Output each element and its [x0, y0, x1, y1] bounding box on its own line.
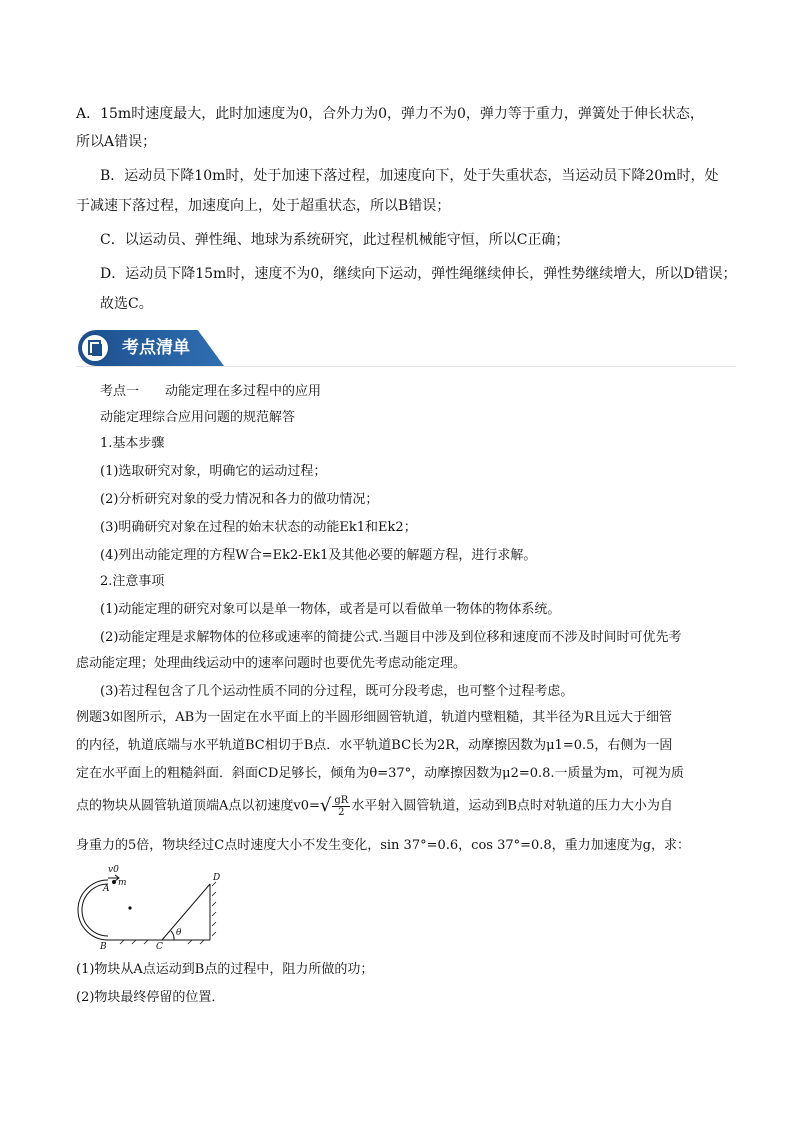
note-3: (3)若过程包含了几个运动性质不同的分过程，既可分段考虑，也可整个过程考虑。	[100, 684, 574, 699]
label-theta: θ	[176, 928, 182, 938]
note-1: (1)动能定理的研究对象可以是单一物体，或者是可以看做单一物体的物体系统。	[100, 602, 561, 617]
topic-heading: 考点一 动能定理在多过程中的应用	[100, 384, 322, 399]
option-b-line-2: 于减速下落过程，加速度向上，处于超重状态，所以B错误；	[76, 198, 451, 214]
sqrt-symbol: √	[319, 795, 332, 816]
label-d: D	[213, 873, 221, 883]
example-line-2: 的内径，轨道底端与水平轨道BC相切于B点．水平轨道BC长为2R，动摩擦因数为μ1=0.5，右侧为一固	[76, 738, 673, 753]
step-1: (1)选取研究对象，明确它的运动过程；	[100, 464, 327, 479]
example-line-4	[76, 790, 734, 823]
theta-arc	[171, 931, 174, 940]
label-m: m	[118, 878, 127, 888]
example-line-3: 定在水平面上的粗糙斜面．斜面CD足够长，倾角为θ=37°，动摩擦因数为μ2=0.8.一质量为m，可视为质	[76, 766, 684, 781]
topic-subheading: 动能定理综合应用问题的规范解答	[100, 410, 296, 425]
section-divider	[76, 366, 736, 367]
step-4: (4)列出动能定理的方程W合=Ek2-Ek1及其他必要的解题方程，进行求解。	[100, 548, 537, 563]
initial-velocity-fraction	[332, 795, 350, 818]
note-2-line-2: 虑动能定理；处理曲线运动中的速率问题时也要优先考虑动能定理。	[76, 656, 467, 671]
hatching	[120, 882, 216, 944]
conclusion: 故选C。	[100, 296, 153, 312]
option-b-line-1: B．运动员下降10m时，处于加速下落过程，加速度向下，处于失重状态，当运动员下降20m时，处	[100, 168, 719, 184]
question-1: (1)物块从A点运动到B点的过程中，阻力所做的功；	[76, 962, 374, 977]
block-m	[112, 880, 116, 884]
note-2-line-1: (2)动能定理是求解物体的位移或速率的简捷公式.当题目中涉及到位移和速度而不涉及时间时可优先考	[100, 630, 682, 645]
notes-title: 2.注意事项	[100, 574, 165, 589]
example-line-4-after: 水平射入圆管轨道，运动到B点时对轨道的压力大小为自	[351, 798, 673, 814]
center-point	[128, 906, 131, 909]
section-title: 考点清单	[122, 338, 190, 358]
option-c: C．以运动员、弹性绳、地球为系统研究，此过程机械能守恒，所以C正确；	[100, 232, 570, 248]
document-stack-icon	[80, 333, 110, 363]
label-b: B	[100, 942, 107, 950]
fraction-denominator: 2	[338, 806, 345, 818]
incline-cd	[162, 884, 210, 940]
question-2: (2)物块最终停留的位置．	[76, 990, 225, 1005]
step-3: (3)明确研究对象在过程的始末状态的动能Ek1和Ek2；	[100, 520, 417, 535]
option-d: D．运动员下降15m时，速度不为0，继续向下运动，弹性绳继续伸长，弹性势继续增大，所以D错误；	[100, 266, 737, 282]
label-c: C	[156, 942, 163, 950]
example-line-5: 身重力的5倍，物块经过C点时速度大小不发生变化，sin 37°=0.6，cos 37°=0.8，重力加速度为g，求：	[76, 838, 691, 853]
label-a: A	[103, 884, 110, 894]
step-2: (2)分析研究对象的受力情况和各力的做功情况；	[100, 492, 379, 507]
fraction-numerator: gR	[334, 794, 349, 806]
example-line-1: 例题3如图所示，AB为一固定在水平面上的半圆形细圆管轨道，轨道内壁粗糙，其半径为R且远大于细管	[76, 710, 673, 725]
option-a-line-1: A．15m时速度最大，此时加速度为0，合外力为0，弹力不为0，弹力等于重力，弹簧处于伸长状态，	[76, 106, 704, 122]
example-line-4-before: 点的物块从圆管轨道顶端A点以初速度v0=	[76, 798, 320, 814]
section-banner	[78, 330, 224, 366]
steps-title: 1.基本步骤	[100, 436, 165, 451]
label-v0: v0	[108, 865, 119, 875]
track-diagram	[70, 858, 230, 950]
option-a-line-2: 所以A错误；	[76, 134, 157, 150]
